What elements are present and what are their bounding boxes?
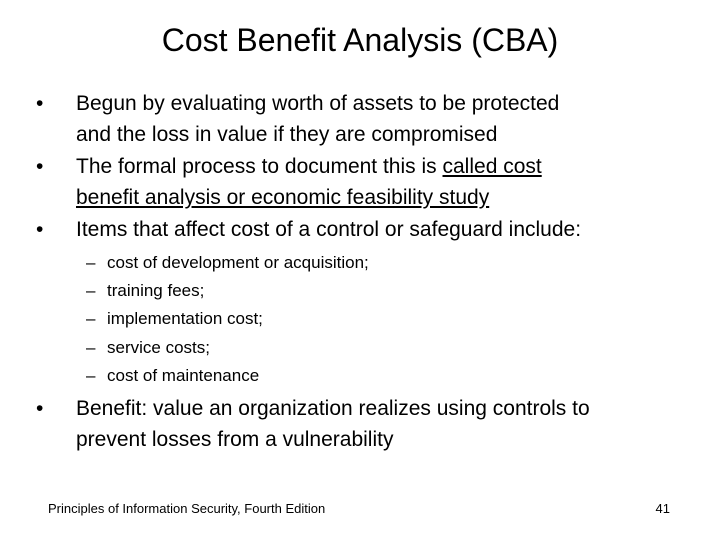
bullet-text [76, 88, 676, 150]
bullet-marker: • [36, 397, 44, 420]
bullet-marker: • [36, 218, 44, 241]
sub-text: cost of maintenance [107, 366, 260, 385]
bullet-marker: • [36, 155, 44, 178]
bullet-line: Benefit: value an organization realizes using controls to [76, 397, 590, 420]
sub-marker: – [86, 309, 96, 328]
bullet-marker: • [36, 92, 44, 115]
sub-text: service costs; [107, 338, 210, 357]
bullet-text [76, 393, 676, 455]
slide-title: Cost Benefit Analysis (CBA) [161, 22, 559, 58]
bullet-line: prevent losses from a vulnerability [76, 428, 394, 451]
bullet-text [76, 151, 676, 213]
underlined-term: called cost [442, 155, 542, 178]
bullet-line: Begun by evaluating worth of assets to be protected [76, 92, 560, 115]
underlined-term: benefit analysis or economic feasibility study [76, 186, 490, 209]
sub-marker: – [86, 281, 96, 300]
sub-text: implementation cost; [107, 309, 263, 328]
bullet-line: and the loss in value if they are compromised [76, 123, 498, 146]
footer-book-title: Principles of Information Security, Fourth Edition [48, 501, 326, 516]
sub-marker: – [86, 366, 96, 385]
bullet-prefix: The formal process to document this is [76, 155, 443, 178]
slide-page-number: 41 [655, 501, 670, 516]
sub-text: cost of development or acquisition; [107, 253, 369, 272]
sub-text: training fees; [107, 281, 205, 300]
bullet-text: Items that affect cost of a control or safeguard include: [76, 218, 582, 241]
sub-marker: – [86, 338, 96, 357]
sub-marker: – [86, 253, 96, 272]
